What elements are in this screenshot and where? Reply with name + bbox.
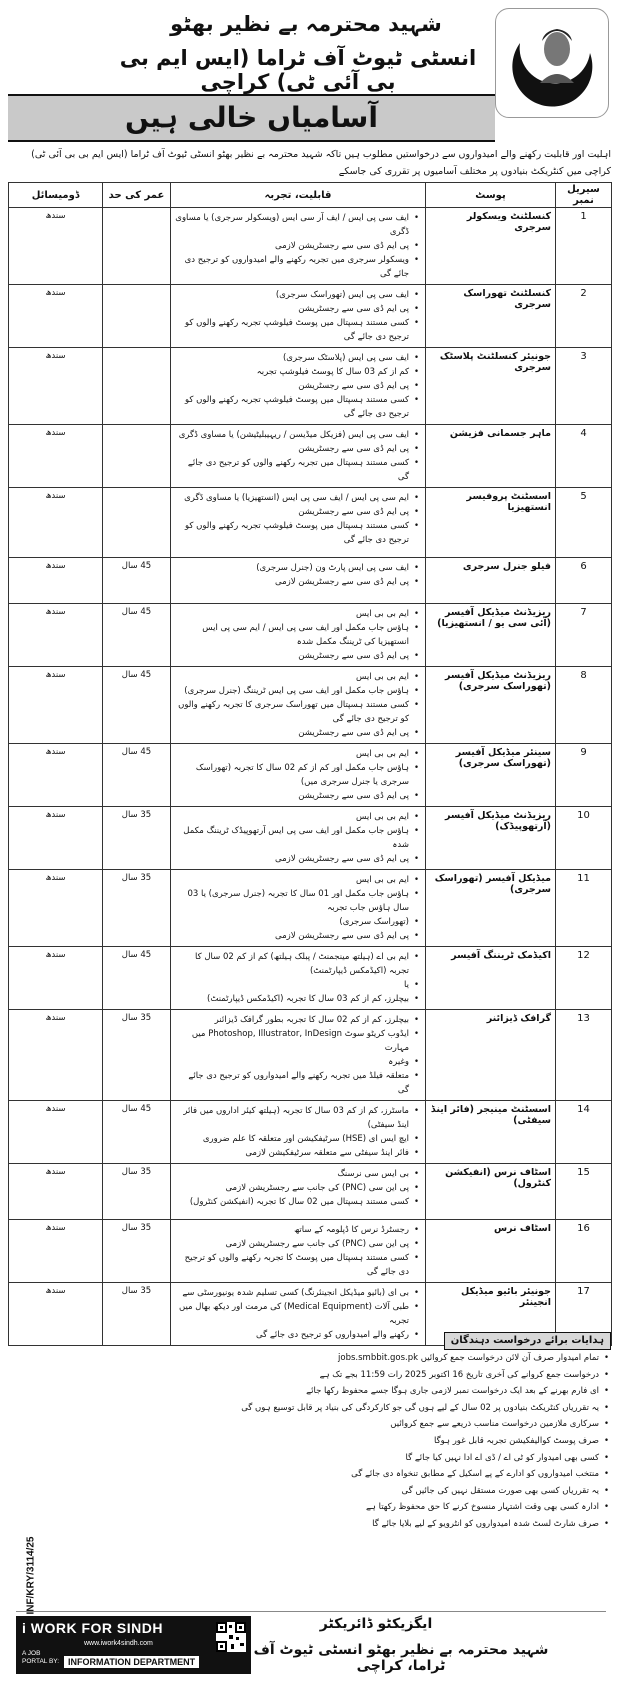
instruction-item: • کسی بھی امیدوار کو ٹی اے / ڈی اے ادا نہیں کیا جائے گا — [51, 1450, 611, 1467]
qualification-item: • ہاؤس جاب مکمل اور ایف سی پی ایس آرتھوپیڈک ٹریننگ مکمل شدہ — [175, 824, 409, 852]
qualification-item: • بی ایس سی نرسنگ — [175, 1167, 409, 1181]
vacancies-banner — [8, 94, 495, 142]
qualification-item: • ایف سی پی ایس پارٹ ون (جنرل سرجری) — [175, 561, 409, 575]
header — [8, 6, 611, 177]
institute-logo — [495, 8, 609, 118]
post-title: سینئر میڈیکل آفیسر (تھوراسک سرجری) — [426, 744, 556, 807]
qualification-cell — [171, 348, 426, 425]
executive-director-organization: شہید محترمہ بے نظیر بھٹو انسٹی ٹیوٹ آف ٹراما، کراچی — [253, 1642, 549, 1674]
instruction-item: • سرکاری ملازمین درخواست مناسب ذریعے سے جمع کروائیں — [51, 1416, 611, 1433]
qualification-item: • ایم بی بی ایس — [175, 747, 409, 761]
qualification-item: • ایم بی بی ایس — [175, 810, 409, 824]
qualification-cell — [171, 1164, 426, 1220]
qualification-cell — [171, 667, 426, 744]
qualification-item: • ایف سی پی ایس (پلاسٹک سرجری) — [175, 351, 409, 365]
col-header-domicile: ڈومیسائل — [9, 183, 103, 208]
qualification-item: • پی ایم ڈی سی سے رجسٹریشن لازمی — [175, 575, 409, 589]
qualification-item: • ایچ ایس ای (HSE) سرٹیفکیشن اور متعلقہ کا علم ضروری — [175, 1132, 409, 1146]
instruction-item: • صرف پوسٹ کوالیفکیشن تجربہ قابل غور ہوگا — [51, 1433, 611, 1450]
qualification-item: • فائر اینڈ سیفٹی سے متعلقہ سرٹیفکیشن لازمی — [175, 1146, 409, 1160]
serial-number: 2 — [556, 285, 612, 348]
post-title: جونیئر بائیو میڈیکل انجینئر — [426, 1283, 556, 1346]
domicile: سندھ — [9, 558, 103, 604]
qualification-item: • پی ایم ڈی سی سے رجسٹریشن — [175, 379, 409, 393]
instructions-title: ہدایات برائے درخواست دہندگان — [444, 1332, 611, 1350]
table-row — [9, 488, 612, 558]
qualification-list — [175, 1167, 421, 1209]
qualification-list — [175, 747, 421, 803]
iwork-title: i WORK FOR SINDH — [22, 1620, 163, 1636]
domicile: سندھ — [9, 807, 103, 870]
qualification-list — [175, 873, 421, 943]
col-header-age: عمر کی حد — [103, 183, 171, 208]
iwork-url[interactable]: www.iwork4sindh.com — [84, 1640, 153, 1647]
domicile: سندھ — [9, 1164, 103, 1220]
qualification-item: • یا — [175, 978, 409, 992]
age-limit: 35 سال — [103, 1283, 171, 1346]
domicile: سندھ — [9, 1010, 103, 1101]
qualification-item: • کسی مستند ہسپتال میں 02 سال کا تجربہ (انفیکشن کنٹرول) — [175, 1195, 409, 1209]
qualification-item: • ویسکولر سرجری میں تجربہ رکھنے والے امیدواروں کو ترجیح دی جائے گی — [175, 253, 409, 281]
serial-number: 14 — [556, 1101, 612, 1164]
qualification-list — [175, 950, 421, 1006]
serial-number: 5 — [556, 488, 612, 558]
domicile: سندھ — [9, 667, 103, 744]
domicile: سندھ — [9, 488, 103, 558]
qualification-item: • پی ایم ڈی سی سے رجسٹریشن — [175, 442, 409, 456]
serial-number: 4 — [556, 425, 612, 488]
post-title: ریزیڈنٹ میڈیکل آفیسر (آئی سی یو / انستھیزیا) — [426, 604, 556, 667]
col-header-post: پوسٹ — [426, 183, 556, 208]
qualification-cell — [171, 285, 426, 348]
post-title: ریزیڈنٹ میڈیکل آفیسر (تھوراسک سرجری) — [426, 667, 556, 744]
age-limit — [103, 285, 171, 348]
post-title: ماہر جسمانی فزیشن — [426, 425, 556, 488]
qualification-list — [175, 1223, 421, 1279]
age-limit: 35 سال — [103, 1164, 171, 1220]
domicile: سندھ — [9, 425, 103, 488]
domicile: سندھ — [9, 348, 103, 425]
qualification-item: • پی ایم ڈی سی سے رجسٹریشن — [175, 505, 409, 519]
serial-number: 3 — [556, 348, 612, 425]
qualification-item: • پی این سی (PNC) کی جانب سے رجسٹریشن لازمی — [175, 1237, 409, 1251]
qualification-item: • ایڈوب کریٹو سوٹ Photoshop, Illustrator, InDesign میں مہارت — [175, 1027, 409, 1055]
qualification-item: • ہاؤس جاب مکمل اور ایف سی پی ایس ٹریننگ (جنرل سرجری) — [175, 684, 409, 698]
serial-number: 1 — [556, 208, 612, 285]
qualification-item: • ایم بی بی ایس — [175, 873, 409, 887]
serial-number: 10 — [556, 807, 612, 870]
serial-number: 12 — [556, 947, 612, 1010]
qualification-item: • پی ایم ڈی سی سے رجسٹریشن — [175, 302, 409, 316]
qualification-item: • ایم بی اے (ہیلتھ مینجمنٹ / پبلک ہیلتھ) کم از کم 02 سال کا تجربہ (اکیڈمکس ڈیپارٹمنٹ) — [175, 950, 409, 978]
age-limit: 45 سال — [103, 744, 171, 807]
instructions-list — [51, 1350, 611, 1533]
qualification-list — [175, 351, 421, 421]
table-row — [9, 667, 612, 744]
post-title: اسسٹنٹ مینیجر (فائر اینڈ سیفٹی) — [426, 1101, 556, 1164]
qualification-item: • متعلقہ فیلڈ میں تجربہ رکھنے والے امیدواروں کو ترجیح دی جائے گی — [175, 1069, 409, 1097]
institute-name: انسٹی ٹیوٹ آف ٹراما (ایس ایم بی بی آئی ٹی) کراچی — [119, 46, 477, 94]
qualification-cell — [171, 870, 426, 947]
qualification-item: • بیچلرز، کم از کم 02 سال کا تجربہ بطور گرافک ڈیزائنر — [175, 1013, 409, 1027]
footer — [16, 1611, 606, 1676]
post-title: جونیئر کنسلٹنٹ پلاسٹک سرجری — [426, 348, 556, 425]
qualification-item: • کسی مستند ہسپتال میں پوسٹ کا تجربہ رکھنے والوں کو ترجیح دی جائے گی — [175, 1251, 409, 1279]
post-title: اسٹاف نرس — [426, 1220, 556, 1283]
table-row — [9, 1164, 612, 1220]
qualification-item: • ماسٹرز، کم از کم 03 سال کا تجربہ (ہیلتھ کیئر اداروں میں فائر اینڈ سیفٹی) — [175, 1104, 409, 1132]
age-limit — [103, 208, 171, 285]
qualification-cell — [171, 744, 426, 807]
age-limit: 35 سال — [103, 1220, 171, 1283]
qualification-list — [175, 607, 421, 663]
col-header-serial: سیریل نمبر — [556, 183, 612, 208]
domicile: سندھ — [9, 1283, 103, 1346]
qualification-item: • پی ایم ڈی سی سے رجسٹریشن — [175, 726, 409, 740]
serial-number: 7 — [556, 604, 612, 667]
qualification-item: • رجسٹرڈ نرس کا ڈپلومہ کے ساتھ — [175, 1223, 409, 1237]
qualification-item: • بیچلرز، کم از کم 03 سال کا تجربہ (اکیڈمکس ڈیپارٹمنٹ) — [175, 992, 409, 1006]
serial-number: 6 — [556, 558, 612, 604]
table-row — [9, 558, 612, 604]
post-title: فیلو جنرل سرجری — [426, 558, 556, 604]
domicile: سندھ — [9, 285, 103, 348]
qualification-list — [175, 288, 421, 344]
age-limit: 45 سال — [103, 604, 171, 667]
domicile: سندھ — [9, 208, 103, 285]
table-row — [9, 604, 612, 667]
table-row — [9, 285, 612, 348]
qualification-cell — [171, 425, 426, 488]
table-header-row — [9, 183, 612, 208]
serial-number: 9 — [556, 744, 612, 807]
age-limit — [103, 488, 171, 558]
intro-text: اہلیت اور قابلیت رکھنے والے امیدواروں سے درخواستیں مطلوب ہیں تاکہ شہید محترمہ بے نظیر بھٹو انسٹی ٹیوٹ آف ٹراما (ایس ایم بی بی آئی ٹی) کراچی میں کنٹریکٹ بنیادوں پر مختلف آسامیوں پر تقرری کی جاسکے — [31, 149, 611, 177]
age-limit: 35 سال — [103, 870, 171, 947]
qualification-cell — [171, 1010, 426, 1101]
table-row — [9, 947, 612, 1010]
qualification-item: • پی ایم ڈی سی سے رجسٹریشن لازمی — [175, 852, 409, 866]
serial-number: 11 — [556, 870, 612, 947]
qualification-item: • ایف سی پی ایس (تھوراسک سرجری) — [175, 288, 409, 302]
qualification-item: • پی این سی (PNC) کی جانب سے رجسٹریشن لازمی — [175, 1181, 409, 1195]
qualification-list — [175, 428, 421, 484]
qualification-item: • ہاؤس جاب مکمل اور کم از کم 02 سال کا تجربہ (تھوراسک سرجری یا جنرل سرجری میں) — [175, 761, 409, 789]
table-row — [9, 348, 612, 425]
jobs-table — [8, 182, 612, 1346]
post-title: کنسلٹنٹ ویسکولر سرجری — [426, 208, 556, 285]
instruction-item: • صرف شارٹ لسٹ شدہ امیدواروں کو انٹرویو کے لیے بلایا جائے گا — [51, 1516, 611, 1533]
qualification-item: • کم از کم 03 سال کا پوسٹ فیلوشپ تجربہ — [175, 365, 409, 379]
col-header-qualification: قابلیت، تجربہ — [171, 183, 426, 208]
domicile: سندھ — [9, 1220, 103, 1283]
qualification-item: • پی ایم ڈی سی سے رجسٹریشن — [175, 789, 409, 803]
instruction-item: • یہ تقرریاں کنٹریکٹ بنیادوں پر 02 سال کے لیے ہوں گی جو کارکردگی کی بنیاد پر قابل توسیع ہوں گی — [51, 1400, 611, 1417]
jobs-table-body — [9, 208, 612, 1346]
header-line-1: شہید محترمہ بے نظیر بھٹو — [170, 12, 442, 36]
qualification-cell — [171, 1101, 426, 1164]
instruction-item: • ای فارم بھرنے کے بعد ایک درخواست نمبر لازمی جاری ہوگا جسے محفوظ رکھا جائے — [51, 1383, 611, 1400]
table-row — [9, 208, 612, 285]
qualification-item: • بی ای (بائیو میڈیکل انجینئرنگ) کسی تسلیم شدہ یونیورسٹی سے — [175, 1286, 409, 1300]
qualification-item: • (تھوراسک سرجری) — [175, 915, 409, 929]
qualification-list — [175, 491, 421, 547]
instruction-item: • درخواست جمع کروانے کی آخری تاریخ 16 اکتوبر 2025 رات 11:59 بجے تک ہے — [51, 1367, 611, 1384]
domicile: سندھ — [9, 1101, 103, 1164]
post-title: ریزیڈنٹ میڈیکل آفیسر (آرتھوپیڈک) — [426, 807, 556, 870]
qualification-list — [175, 1013, 421, 1097]
post-title: اسٹاف نرس (انفیکشن کنٹرول) — [426, 1164, 556, 1220]
post-title: گرافک ڈیزائنر — [426, 1010, 556, 1101]
qualification-cell — [171, 208, 426, 285]
serial-number: 16 — [556, 1220, 612, 1283]
age-limit: 35 سال — [103, 1010, 171, 1101]
table-row — [9, 870, 612, 947]
qualification-cell — [171, 604, 426, 667]
qualification-item: • کسی مستند ہسپتال میں تھوراسک سرجری کا تجربہ رکھنے والوں کو ترجیح دی جائے گی — [175, 698, 409, 726]
qualification-item: • طبی آلات (Medical Equipment) کی مرمت اور دیکھ بھال میں تجربہ — [175, 1300, 409, 1328]
serial-number: 8 — [556, 667, 612, 744]
qualification-item: • ایم سی پی ایس / ایف سی پی ایس (انستھیزیا) یا مساوی ڈگری — [175, 491, 409, 505]
instruction-item: • تمام امیدوار صرف آن لائن درخواست جمع کروائیں jobs.smbbit.gos.pk — [51, 1350, 611, 1367]
qualification-item: • رکھنے والے امیدواروں کو ترجیح دی جائے گی — [175, 1328, 409, 1342]
qualification-list — [175, 1104, 421, 1160]
domicile: سندھ — [9, 604, 103, 667]
age-limit: 35 سال — [103, 807, 171, 870]
instruction-item: • یہ تقرریاں کسی بھی صورت مستقل نہیں کی جائیں گی — [51, 1483, 611, 1500]
qualification-item: • کسی مستند ہسپتال میں پوسٹ فیلوشپ تجربہ رکھنے والوں کو ترجیح دی جائے گی — [175, 393, 409, 421]
age-limit: 45 سال — [103, 558, 171, 604]
qualification-item: • کسی مستند ہسپتال میں پوسٹ فیلوشپ تجربہ رکھنے والوں کو ترجیح دی جائے گی — [175, 519, 409, 547]
qualification-item: • ایم بی بی ایس — [175, 607, 409, 621]
table-row — [9, 1220, 612, 1283]
qualification-cell — [171, 488, 426, 558]
qualification-item: • پی ایم ڈی سی سے رجسٹریشن لازمی — [175, 929, 409, 943]
serial-number: 17 — [556, 1283, 612, 1346]
qualification-list — [175, 810, 421, 866]
instruction-item: • ادارہ کسی بھی وقت اشتہار منسوخ کرنے کا حق محفوظ رکھتا ہے — [51, 1499, 611, 1516]
table-row — [9, 1101, 612, 1164]
age-limit: 45 سال — [103, 667, 171, 744]
instructions-section — [8, 1332, 611, 1592]
table-row — [9, 425, 612, 488]
table-row — [9, 744, 612, 807]
age-limit: 45 سال — [103, 947, 171, 1010]
post-title: اکیڈمک ٹریننگ آفیسر — [426, 947, 556, 1010]
post-title: کنسلٹنٹ تھوراسک سرجری — [426, 285, 556, 348]
qualification-item: • ایف سی پی ایس / ایف آر سی ایس (ویسکولر سرجری) یا مساوی ڈگری — [175, 211, 409, 239]
qualification-item: • پی ایم ڈی سی سے رجسٹریشن — [175, 649, 409, 663]
iwork-for-sindh-badge[interactable] — [16, 1616, 251, 1674]
qualification-item: • ایف سی پی ایس (فزیکل میڈیسن / ریہیبلیٹیشن) یا مساوی ڈگری — [175, 428, 409, 442]
qualification-cell — [171, 1220, 426, 1283]
qualification-item: • پی ایم ڈی سی سے رجسٹریشن لازمی — [175, 239, 409, 253]
qualification-cell — [171, 947, 426, 1010]
age-limit: 45 سال — [103, 1101, 171, 1164]
qualification-cell — [171, 807, 426, 870]
domicile: سندھ — [9, 870, 103, 947]
qualification-list — [175, 561, 421, 589]
vacancies-banner-text: آسامیاں خالی ہیں — [125, 101, 378, 134]
qualification-item: • ہاؤس جاب مکمل اور 01 سال کا تجربہ (جنرل سرجری) یا 03 سال ہاؤس جاب تجربہ — [175, 887, 409, 915]
crescent-portrait-icon — [502, 13, 602, 113]
qualification-item: • وغیرہ — [175, 1055, 409, 1069]
qualification-item: • ہاؤس جاب مکمل اور ایف سی پی ایس / ایم سی پی ایس انستھیزیا کی ٹریننگ مکمل شدہ — [175, 621, 409, 649]
age-limit — [103, 348, 171, 425]
executive-director-title: ایگزیکٹو ڈائریکٹر — [319, 1616, 433, 1632]
age-limit — [103, 425, 171, 488]
qualification-item: • ایم بی بی ایس — [175, 670, 409, 684]
qualification-cell — [171, 558, 426, 604]
serial-number: 15 — [556, 1164, 612, 1220]
advertisement-page — [8, 6, 611, 1675]
domicile: سندھ — [9, 744, 103, 807]
serial-number: 13 — [556, 1010, 612, 1101]
qualification-list — [175, 211, 421, 281]
post-title: اسسٹنٹ پروفیسر انستھیزیا — [426, 488, 556, 558]
qualification-list — [175, 670, 421, 740]
qualification-item: • کسی مستند ہسپتال میں پوسٹ فیلوشپ تجربہ رکھنے والوں کو ترجیح دی جائے گی — [175, 316, 409, 344]
table-row — [9, 1010, 612, 1101]
table-row — [9, 807, 612, 870]
qualification-item: • کسی مستند ہسپتال میں تجربہ رکھنے والوں کو ترجیح دی جائے گی — [175, 456, 409, 484]
iwork-job-portal: A JOB PORTAL BY: — [22, 1650, 60, 1665]
information-department-label: INFORMATION DEPARTMENT — [64, 1656, 199, 1668]
domicile: سندھ — [9, 947, 103, 1010]
post-title: میڈیکل آفیسر (تھوراسک سرجری) — [426, 870, 556, 947]
reference-number-text: INF/KRY/3114/25 — [25, 1536, 37, 1615]
instruction-item: • منتخب امیدواروں کو ادارے کے پے اسکیل کے مطابق تنخواہ دی جائے گی — [51, 1466, 611, 1483]
